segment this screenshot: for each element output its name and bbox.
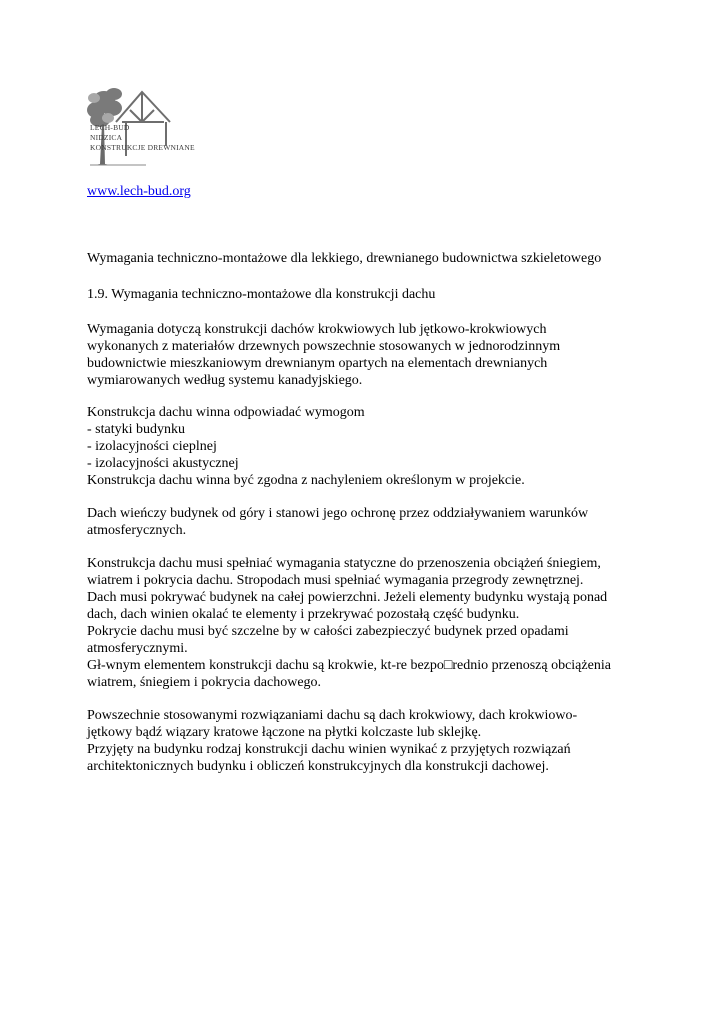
paragraph-line: jętkowy bądź wiązary kratowe łączone na płytki kolczaste lub sklejkę.: [87, 725, 482, 740]
paragraph-line: budownictwie mieszkaniowym drewnianym opartych na elementach drewnianych: [87, 356, 548, 371]
section-heading: 1.9. Wymagania techniczno-montażowe dla konstrukcji dachu: [87, 287, 436, 302]
paragraph-line: wiatrem i pokrycia dachu. Stropodach musi spełniać wymagania przegrody zewnętrznej.: [87, 573, 584, 588]
paragraph-line: wymiarowanych według systemu kanadyjskiego.: [87, 373, 363, 388]
paragraph-line: architektonicznych budynku i obliczeń konstrukcyjnych dla konstrukcji dachowej.: [87, 759, 549, 774]
company-logo: [86, 86, 236, 166]
paragraph-line: Konstrukcja dachu winna być zgodna z nachyleniem określonym w projekcie.: [87, 473, 525, 488]
paragraph-line: wiatrem, śniegiem i pokrycia dachowego.: [87, 675, 322, 690]
paragraph-line: dach, dach winien okalać te elementy i przekrywać pozostałą część budynku.: [87, 607, 520, 622]
logo-text-tagline: KONSTRUKCJE DREWNIANE: [90, 143, 195, 152]
paragraph-line: Dach musi pokrywać budynek na całej powierzchni. Jeżeli elementy budynku wystają ponad: [87, 590, 608, 605]
paragraph-line: Przyjęty na budynku rodzaj konstrukcji dachu winien wynikać z przyjętych rozwiązań: [87, 742, 571, 757]
paragraph-line: Wymagania dotyczą konstrukcji dachów krokwiowych lub jętkowo-krokwiowych: [87, 322, 547, 337]
paragraph-line: Dach wieńczy budynek od góry i stanowi jego ochronę przez oddziaływaniem warunków: [87, 506, 589, 521]
paragraph-line: Konstrukcja dachu winna odpowiadać wymogom: [87, 405, 365, 420]
paragraph-line: Powszechnie stosowanymi rozwiązaniami dachu są dach krokwiowy, dach krokwiowo-: [87, 708, 578, 723]
paragraph-line: Pokrycie dachu musi być szczelne by w całości zabezpieczyć budynek przed opadami: [87, 624, 569, 639]
website-link[interactable]: www.lech-bud.org: [87, 184, 191, 199]
paragraph-line: atmosferycznymi.: [87, 641, 188, 656]
paragraph-line: Gł-wnym elementem konstrukcji dachu są krokwie, kt-re bezpo□rednio przenoszą obciążenia: [87, 658, 611, 673]
logo-text-brand: LECH-BUD: [90, 123, 130, 132]
document-title: Wymagania techniczno-montażowe dla lekkiego, drewnianego budownictwa szkieletowego: [87, 251, 602, 266]
logo-text-city: NIDZICA: [90, 133, 123, 142]
paragraph-line: wykonanych z materiałów drzewnych powszechnie stosowanych w jednorodzinnym: [87, 339, 561, 354]
paragraph-line: Konstrukcja dachu musi spełniać wymagania statyczne do przenoszenia obciążeń śniegiem,: [87, 556, 601, 571]
list-item: - izolacyjności akustycznej: [87, 456, 239, 471]
list-item: - statyki budynku: [87, 422, 185, 437]
list-item: - izolacyjności cieplnej: [87, 439, 217, 454]
paragraph-line: atmosferycznych.: [87, 523, 187, 538]
